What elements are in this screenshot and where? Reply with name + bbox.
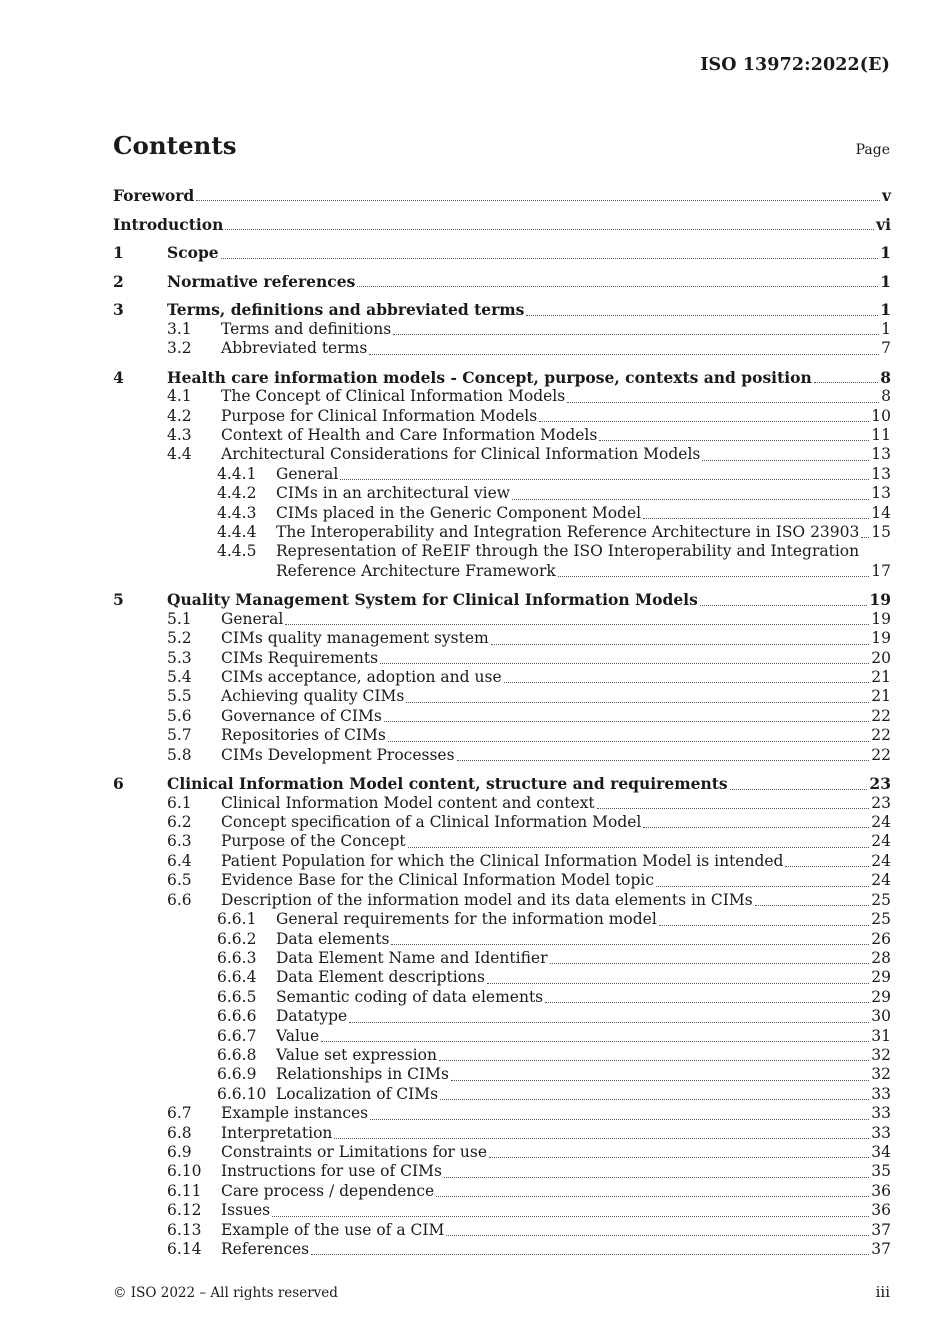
dot-leader bbox=[408, 847, 870, 848]
toc-entry-title-continued: Reference Architecture Framework bbox=[276, 561, 556, 580]
toc-entry-number: 6.6.1 bbox=[217, 910, 257, 929]
toc-entry-title: General bbox=[221, 609, 284, 628]
dot-leader bbox=[785, 866, 869, 867]
toc-entry-number: 4.4.4 bbox=[217, 523, 257, 542]
dot-leader bbox=[545, 1002, 869, 1003]
toc-entry-page: 30 bbox=[871, 1007, 891, 1026]
toc-entry-title: Clinical Information Model content, structure and requirements bbox=[167, 774, 728, 794]
toc-entry-number: 6.11 bbox=[167, 1181, 202, 1200]
toc-entry-title: Issues bbox=[221, 1201, 271, 1220]
toc-entry-page: 33 bbox=[871, 1123, 891, 1142]
toc-entry-title: Care process / dependence bbox=[221, 1181, 435, 1200]
toc-entry[interactable] bbox=[113, 407, 891, 426]
toc-entry-title: Abbreviated terms bbox=[221, 339, 368, 358]
toc-entry-title: CIMs Development Processes bbox=[221, 745, 455, 764]
toc-entry-number: 4.4.2 bbox=[217, 484, 257, 503]
toc-entry-number: 5.4 bbox=[167, 668, 192, 687]
dot-leader bbox=[334, 1138, 869, 1139]
toc-entry[interactable] bbox=[113, 832, 891, 851]
toc-entry-number: 6.5 bbox=[167, 871, 192, 890]
dot-leader bbox=[384, 721, 869, 722]
toc-entry[interactable] bbox=[113, 1162, 891, 1181]
toc-entry-title: Normative references bbox=[167, 271, 356, 291]
dot-leader bbox=[349, 1022, 869, 1023]
toc-entry-page: 21 bbox=[871, 687, 891, 706]
dot-leader bbox=[659, 925, 869, 926]
toc-entry[interactable] bbox=[113, 891, 891, 910]
toc-entry-title: Terms and definitions bbox=[221, 319, 392, 338]
toc-entry-page: 14 bbox=[871, 503, 891, 522]
toc-entry-number: 5.3 bbox=[167, 648, 192, 667]
toc-entry-number: 6.2 bbox=[167, 813, 192, 832]
toc-entry[interactable] bbox=[113, 272, 891, 291]
toc-entry-title: Data Element Name and Identifier bbox=[276, 948, 548, 967]
toc-entry-number: 6.3 bbox=[167, 832, 192, 851]
dot-leader bbox=[439, 1060, 869, 1061]
toc-entry-page: 10 bbox=[871, 406, 891, 425]
toc-entry-page: 33 bbox=[871, 1084, 891, 1103]
toc-entry[interactable] bbox=[113, 1027, 891, 1046]
toc-entry[interactable] bbox=[113, 774, 891, 793]
toc-entry-title: Evidence Base for the Clinical Information Model topic bbox=[221, 871, 655, 890]
dot-leader bbox=[457, 760, 870, 761]
toc-entry-page: 21 bbox=[871, 668, 891, 687]
dot-leader bbox=[512, 499, 869, 500]
toc-entry-number: 6.10 bbox=[167, 1162, 202, 1181]
toc-entry-page: 20 bbox=[871, 648, 891, 667]
dot-leader bbox=[487, 983, 869, 984]
toc-entry-title: Patient Population for which the Clinical Information Model is intended bbox=[221, 851, 784, 870]
dot-leader bbox=[861, 537, 869, 538]
toc-entry-page: 33 bbox=[871, 1104, 891, 1123]
toc-entry[interactable] bbox=[113, 813, 891, 832]
toc-entry-title: General bbox=[276, 464, 339, 483]
toc-entry-number: 4.2 bbox=[167, 406, 192, 425]
toc-entry-number: 6.6.8 bbox=[217, 1045, 257, 1064]
toc-entry-number: 4.3 bbox=[167, 426, 192, 444]
toc-entry-page: 1 bbox=[880, 271, 891, 291]
toc-entry-title: Data elements bbox=[276, 929, 390, 948]
toc-entry-page: 31 bbox=[871, 1026, 891, 1045]
toc-entry-title: Quality Management System for Clinical Information Models bbox=[167, 590, 698, 610]
toc-entry[interactable] bbox=[113, 1221, 891, 1240]
toc-entry[interactable] bbox=[113, 610, 891, 629]
dot-leader bbox=[357, 286, 878, 287]
toc-entry[interactable] bbox=[113, 387, 891, 406]
dot-leader bbox=[321, 1041, 869, 1042]
toc-entry-page: 13 bbox=[871, 445, 891, 464]
toc-entry[interactable] bbox=[113, 186, 891, 205]
contents-heading: Contents bbox=[113, 131, 237, 160]
toc-entry[interactable] bbox=[113, 968, 891, 987]
toc-entry-number: 6.12 bbox=[167, 1201, 202, 1220]
toc-entry-number: 5.1 bbox=[167, 609, 192, 628]
toc-entry[interactable] bbox=[113, 445, 891, 464]
toc-entry-page: 22 bbox=[871, 745, 891, 764]
dot-leader bbox=[196, 200, 880, 201]
toc-entry[interactable] bbox=[113, 910, 891, 929]
dot-leader bbox=[491, 644, 870, 645]
toc-entry[interactable] bbox=[113, 629, 891, 648]
toc-entry-number: 3.1 bbox=[167, 319, 192, 338]
toc-entry-title: Datatype bbox=[276, 1007, 348, 1026]
toc-entry-page: 13 bbox=[871, 484, 891, 503]
dot-leader bbox=[444, 1177, 869, 1178]
toc-entry[interactable] bbox=[113, 707, 891, 726]
toc-entry[interactable] bbox=[113, 243, 891, 262]
toc-entry-number: 2 bbox=[113, 271, 124, 291]
toc-entry-page: 11 bbox=[871, 426, 891, 444]
toc-entry[interactable] bbox=[113, 320, 891, 339]
toc-entry-title: Representation of ReEIF through the ISO Interoperability and Integration bbox=[276, 542, 860, 561]
toc-entry-title: Semantic coding of data elements bbox=[276, 987, 544, 1006]
toc-entry-title: Value set expression bbox=[276, 1045, 437, 1064]
toc-entry-number: 4.4 bbox=[167, 445, 192, 464]
toc-entry-number: 1 bbox=[113, 243, 124, 263]
toc-entry-number: 6.6.9 bbox=[217, 1065, 257, 1084]
toc-entry-page: 8 bbox=[881, 387, 891, 406]
toc-entry-page: 7 bbox=[881, 339, 891, 358]
toc-entry-page: 15 bbox=[871, 523, 891, 542]
toc-entry[interactable] bbox=[113, 687, 891, 706]
dot-leader bbox=[406, 702, 869, 703]
toc-entry[interactable] bbox=[113, 1104, 891, 1123]
toc-entry[interactable] bbox=[113, 300, 891, 319]
dot-leader bbox=[446, 1235, 869, 1236]
dot-leader bbox=[643, 827, 869, 828]
toc-entry[interactable] bbox=[113, 726, 891, 745]
toc-entry-page: 24 bbox=[871, 871, 891, 890]
toc-entry-number: 6.6 bbox=[167, 890, 192, 909]
toc-entry-title: Concept specification of a Clinical Information Model bbox=[221, 813, 642, 832]
toc-entry-page: 37 bbox=[871, 1220, 891, 1239]
toc-entry[interactable] bbox=[113, 368, 891, 387]
dot-leader bbox=[599, 440, 869, 441]
toc-entry-continuation[interactable] bbox=[113, 562, 891, 581]
toc-entry-title: Achieving quality CIMs bbox=[221, 687, 405, 706]
toc-entry-number: 4.4.3 bbox=[217, 503, 257, 522]
toc-entry-page: 35 bbox=[871, 1162, 891, 1181]
toc-entry-number: 5 bbox=[113, 590, 124, 610]
toc-entry-title: Context of Health and Care Information Models bbox=[221, 426, 598, 444]
toc-entry[interactable] bbox=[113, 852, 891, 871]
toc-entry-title: Value bbox=[276, 1026, 320, 1045]
toc-entry[interactable] bbox=[113, 1085, 891, 1104]
toc-entry-page: 36 bbox=[871, 1201, 891, 1220]
toc-entry[interactable] bbox=[113, 1201, 891, 1220]
footer-copyright: © ISO 2022 – All rights reserved bbox=[113, 1285, 338, 1301]
toc-entry-number: 5.6 bbox=[167, 706, 192, 725]
dot-leader bbox=[550, 963, 870, 964]
toc-entry-number: 5.7 bbox=[167, 726, 192, 745]
toc-entry-page: 19 bbox=[871, 609, 891, 628]
toc-entry[interactable] bbox=[113, 794, 891, 813]
dot-leader bbox=[700, 605, 868, 606]
dot-leader bbox=[539, 421, 869, 422]
toc-entry-number: 4.1 bbox=[167, 387, 192, 406]
toc-entry-number: 6.13 bbox=[167, 1220, 202, 1239]
toc-entry-title: Repositories of CIMs bbox=[221, 726, 386, 745]
dot-leader bbox=[311, 1254, 869, 1255]
toc-entry-title: Terms, definitions and abbreviated terms bbox=[167, 300, 525, 320]
document-code: ISO 13972:2022(E) bbox=[700, 55, 890, 75]
toc-entry-page: 24 bbox=[871, 832, 891, 851]
toc-entry-title: Clinical Information Model content and context bbox=[221, 793, 595, 812]
toc-entry[interactable] bbox=[113, 465, 891, 484]
toc-entry[interactable] bbox=[113, 426, 891, 445]
dot-leader bbox=[388, 741, 869, 742]
toc-entry-page: 25 bbox=[871, 890, 891, 909]
toc-entry-title: Instructions for use of CIMs bbox=[221, 1162, 442, 1181]
toc-entry-number: 6.6.4 bbox=[217, 968, 257, 987]
toc-entry[interactable] bbox=[113, 649, 891, 668]
toc-entry-title: Interpretation bbox=[221, 1123, 333, 1142]
toc-entry-page: vi bbox=[876, 214, 891, 234]
dot-leader bbox=[370, 1119, 869, 1120]
dot-leader bbox=[504, 682, 870, 683]
dot-leader bbox=[814, 382, 878, 383]
toc-entry-title: CIMs quality management system bbox=[221, 629, 489, 648]
toc-entry[interactable] bbox=[113, 590, 891, 609]
toc-entry-page: 32 bbox=[871, 1045, 891, 1064]
toc-entry-page: 29 bbox=[871, 968, 891, 987]
toc-entry[interactable] bbox=[113, 1046, 891, 1065]
toc-entry-title: Health care information models - Concept, purpose, contexts and position bbox=[167, 367, 812, 387]
toc-entry-number: 5.5 bbox=[167, 687, 192, 706]
toc-entry-title: CIMs in an architectural view bbox=[276, 484, 511, 503]
toc-entry-page: 13 bbox=[871, 464, 891, 483]
toc-entry-title: Introduction bbox=[113, 214, 224, 234]
toc-entry-title: CIMs placed in the Generic Component Model bbox=[276, 503, 642, 522]
dot-leader bbox=[225, 229, 874, 230]
toc-entry[interactable] bbox=[113, 1124, 891, 1143]
toc-entry-page: 28 bbox=[871, 948, 891, 967]
toc-entry-title: Localization of CIMs bbox=[276, 1084, 439, 1103]
toc-entry[interactable] bbox=[113, 504, 891, 523]
toc-entry-page: 8 bbox=[880, 367, 891, 387]
toc-entry[interactable] bbox=[113, 1240, 891, 1259]
toc-entry-number: 6.6.5 bbox=[217, 987, 257, 1006]
dot-leader bbox=[597, 808, 870, 809]
dot-leader bbox=[221, 258, 879, 259]
toc-entry-number: 6.7 bbox=[167, 1104, 192, 1123]
toc-entry[interactable] bbox=[113, 1007, 891, 1026]
toc-entry[interactable] bbox=[113, 339, 891, 358]
footer-page-number: iii bbox=[875, 1283, 890, 1301]
toc-entry-page: 1 bbox=[880, 243, 891, 263]
toc-entry-page: 37 bbox=[871, 1240, 891, 1259]
toc-entry-page: 1 bbox=[881, 319, 891, 338]
toc-entry-title: CIMs acceptance, adoption and use bbox=[221, 668, 502, 687]
toc-entry-number: 6.9 bbox=[167, 1142, 192, 1161]
page-column-label: Page bbox=[855, 142, 890, 158]
toc-entry-title: General requirements for the information model bbox=[276, 910, 657, 929]
toc-entry[interactable] bbox=[113, 1143, 891, 1162]
toc-entry-page: 19 bbox=[869, 590, 891, 610]
toc-entry-title: Example of the use of a CIM bbox=[221, 1220, 445, 1239]
dot-leader bbox=[285, 624, 869, 625]
toc-entry[interactable] bbox=[113, 930, 891, 949]
toc-entry-title: Purpose of the Concept bbox=[221, 832, 406, 851]
toc-entry-title: CIMs Requirements bbox=[221, 648, 379, 667]
toc-entry-number: 4.4.5 bbox=[217, 542, 257, 561]
toc-entry-page: v bbox=[881, 186, 891, 205]
dot-leader bbox=[393, 334, 879, 335]
toc-entry[interactable] bbox=[113, 746, 891, 765]
dot-leader bbox=[656, 886, 869, 887]
toc-entry-page: 29 bbox=[871, 987, 891, 1006]
dot-leader bbox=[391, 944, 869, 945]
toc-entry-title: Constraints or Limitations for use bbox=[221, 1142, 487, 1161]
toc-entry-number: 4.4.1 bbox=[217, 464, 257, 483]
toc-entry-number: 6.6.3 bbox=[217, 948, 257, 967]
toc-entry-number: 3.2 bbox=[167, 339, 192, 358]
toc-entry-page: 23 bbox=[869, 774, 891, 794]
dot-leader bbox=[558, 576, 869, 577]
toc-entry-number: 4 bbox=[113, 367, 124, 387]
toc-entry-number: 6 bbox=[113, 774, 124, 794]
toc-entry-number: 6.1 bbox=[167, 793, 192, 812]
toc-entry-number: 6.6.10 bbox=[217, 1084, 267, 1103]
toc-entry-page: 36 bbox=[871, 1181, 891, 1200]
toc-entry-title: Description of the information model and its data elements in CIMs bbox=[221, 890, 753, 909]
toc-entry-number: 6.6.6 bbox=[217, 1007, 257, 1026]
toc-entry-page: 22 bbox=[871, 726, 891, 745]
dot-leader bbox=[526, 315, 878, 316]
toc-entry-page: 22 bbox=[871, 706, 891, 725]
toc-entry-number: 6.14 bbox=[167, 1240, 202, 1259]
toc-entry-title: Foreword bbox=[113, 186, 195, 205]
toc-entry-page: 1 bbox=[880, 300, 891, 320]
toc-entry[interactable] bbox=[113, 215, 891, 234]
toc-entry-title: Purpose for Clinical Information Models bbox=[221, 406, 538, 425]
toc-entry-page: 23 bbox=[871, 793, 891, 812]
toc-entry[interactable] bbox=[113, 949, 891, 968]
dot-leader bbox=[755, 905, 870, 906]
toc-entry-page: 26 bbox=[871, 929, 891, 948]
toc-entry[interactable] bbox=[113, 988, 891, 1007]
toc-entry[interactable] bbox=[113, 1182, 891, 1201]
toc-entry-number: 6.8 bbox=[167, 1123, 192, 1142]
dot-leader bbox=[380, 663, 869, 664]
toc-entry-title: Architectural Considerations for Clinical Information Models bbox=[221, 445, 701, 464]
dot-leader bbox=[340, 479, 869, 480]
toc-entry-number: 5.2 bbox=[167, 629, 192, 648]
toc-entry-number: 5.8 bbox=[167, 745, 192, 764]
toc-entry-title: Example instances bbox=[221, 1104, 369, 1123]
toc-entry[interactable] bbox=[113, 871, 891, 890]
toc-entry-title: Data Element descriptions bbox=[276, 968, 485, 987]
dot-leader bbox=[567, 402, 879, 403]
toc-entry-page: 19 bbox=[871, 629, 891, 648]
toc-entry-page: 24 bbox=[871, 851, 891, 870]
toc-entry[interactable] bbox=[113, 668, 891, 687]
dot-leader bbox=[489, 1157, 869, 1158]
dot-leader bbox=[643, 518, 869, 519]
dot-leader bbox=[272, 1216, 869, 1217]
toc-entry[interactable] bbox=[113, 1065, 891, 1084]
toc-entry-page: 32 bbox=[871, 1065, 891, 1084]
toc-entry-number: 6.6.2 bbox=[217, 929, 257, 948]
toc-entry[interactable] bbox=[113, 523, 891, 542]
toc-entry-number: 6.4 bbox=[167, 851, 192, 870]
toc-entry[interactable] bbox=[113, 484, 891, 503]
dot-leader bbox=[436, 1196, 869, 1197]
toc-entry-page: 25 bbox=[871, 910, 891, 929]
toc-entry-title: Governance of CIMs bbox=[221, 706, 382, 725]
dot-leader bbox=[702, 460, 869, 461]
toc-entry-number: 3 bbox=[113, 300, 124, 320]
dot-leader bbox=[730, 789, 868, 790]
toc-entry-title: Relationships in CIMs bbox=[276, 1065, 449, 1084]
toc-entry-title: References bbox=[221, 1240, 310, 1259]
dot-leader bbox=[451, 1080, 869, 1081]
toc-entry-title: The Concept of Clinical Information Models bbox=[221, 387, 566, 406]
table-of-contents bbox=[113, 186, 891, 1259]
toc-entry-title: Scope bbox=[167, 243, 219, 263]
toc-entry-page: 24 bbox=[871, 813, 891, 832]
dot-leader bbox=[440, 1099, 869, 1100]
toc-entry[interactable] bbox=[113, 542, 891, 561]
toc-entry-title: The Interoperability and Integration Reference Architecture in ISO 23903 bbox=[276, 523, 860, 542]
toc-entry-page: 17 bbox=[871, 561, 891, 580]
toc-entry-page: 34 bbox=[871, 1142, 891, 1161]
toc-entry-number: 6.6.7 bbox=[217, 1026, 257, 1045]
dot-leader bbox=[369, 354, 879, 355]
